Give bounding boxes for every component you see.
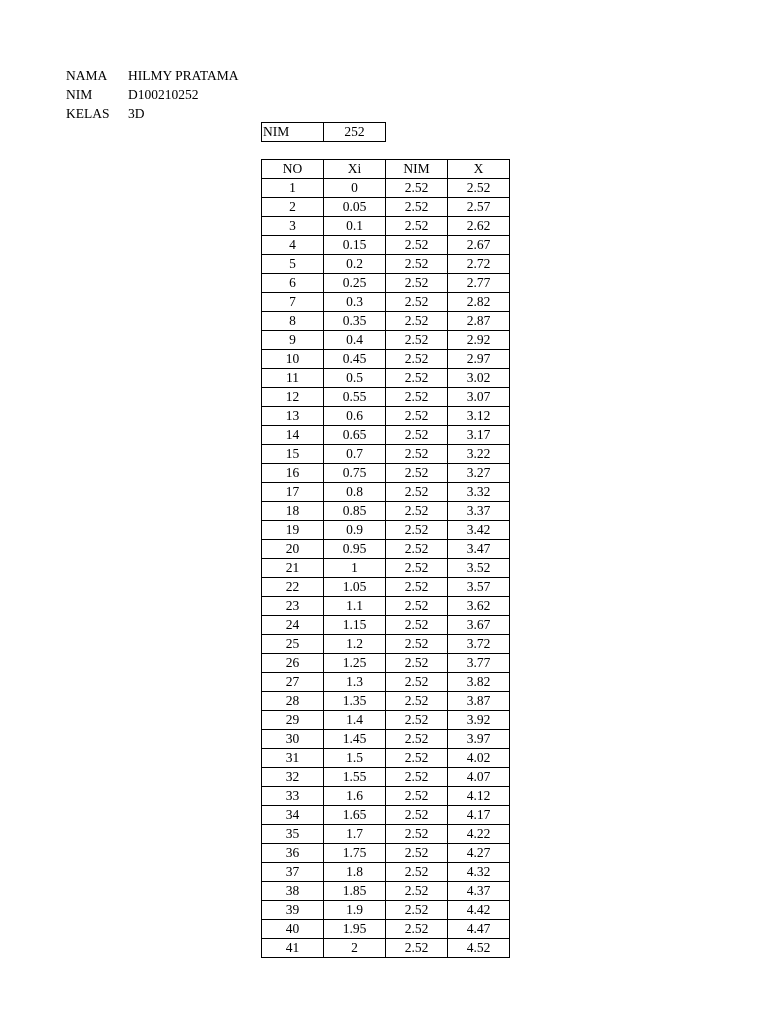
cell-nim: 2.52 xyxy=(386,217,448,236)
cell-nim: 2.52 xyxy=(386,749,448,768)
cell-no: 28 xyxy=(262,692,324,711)
cell-xi: 1.25 xyxy=(324,654,386,673)
cell-x: 3.07 xyxy=(448,388,510,407)
cell-no: 15 xyxy=(262,445,324,464)
cell-x: 2.72 xyxy=(448,255,510,274)
table-row xyxy=(262,559,510,578)
table-row xyxy=(262,255,510,274)
table-row xyxy=(262,635,510,654)
cell-nim: 2.52 xyxy=(386,274,448,293)
cell-nim: 2.52 xyxy=(386,331,448,350)
table-row xyxy=(262,426,510,445)
cell-nim: 2.52 xyxy=(386,407,448,426)
cell-x: 3.97 xyxy=(448,730,510,749)
cell-x: 3.47 xyxy=(448,540,510,559)
cell-no: 18 xyxy=(262,502,324,521)
cell-no: 37 xyxy=(262,863,324,882)
table-row xyxy=(262,597,510,616)
cell-no: 33 xyxy=(262,787,324,806)
cell-xi: 0.65 xyxy=(324,426,386,445)
nim-label: NIM xyxy=(66,87,93,102)
cell-no: 40 xyxy=(262,920,324,939)
table-row xyxy=(262,787,510,806)
table-row xyxy=(262,692,510,711)
table-row xyxy=(262,844,510,863)
cell-x: 4.32 xyxy=(448,863,510,882)
cell-no: 29 xyxy=(262,711,324,730)
cell-xi: 1.45 xyxy=(324,730,386,749)
cell-no: 4 xyxy=(262,236,324,255)
cell-no: 20 xyxy=(262,540,324,559)
table-row xyxy=(262,901,510,920)
cell-no: 19 xyxy=(262,521,324,540)
cell-x: 3.02 xyxy=(448,369,510,388)
cell-nim: 2.52 xyxy=(386,293,448,312)
cell-xi: 0.5 xyxy=(324,369,386,388)
cell-xi: 2 xyxy=(324,939,386,958)
cell-x: 4.37 xyxy=(448,882,510,901)
table-row xyxy=(262,179,510,198)
cell-xi: 1.05 xyxy=(324,578,386,597)
nim-box-value: 252 xyxy=(324,123,386,142)
cell-x: 3.87 xyxy=(448,692,510,711)
cell-xi: 0.15 xyxy=(324,236,386,255)
cell-xi: 0.75 xyxy=(324,464,386,483)
table-header-row xyxy=(262,160,510,179)
cell-x: 4.02 xyxy=(448,749,510,768)
cell-xi: 1.55 xyxy=(324,768,386,787)
table-row xyxy=(262,825,510,844)
table-row xyxy=(262,749,510,768)
nim-box xyxy=(261,122,386,142)
cell-x: 3.57 xyxy=(448,578,510,597)
cell-nim: 2.52 xyxy=(386,673,448,692)
cell-x: 3.37 xyxy=(448,502,510,521)
cell-nim: 2.52 xyxy=(386,711,448,730)
table-row xyxy=(262,521,510,540)
table-row xyxy=(262,502,510,521)
cell-x: 2.62 xyxy=(448,217,510,236)
cell-xi: 0.45 xyxy=(324,350,386,369)
data-table xyxy=(261,159,510,958)
table-row xyxy=(262,768,510,787)
cell-no: 32 xyxy=(262,768,324,787)
cell-nim: 2.52 xyxy=(386,882,448,901)
header-nim: NIM xyxy=(386,160,448,179)
cell-x: 4.17 xyxy=(448,806,510,825)
nim-box-label: NIM xyxy=(262,123,324,142)
cell-nim: 2.52 xyxy=(386,844,448,863)
cell-no: 34 xyxy=(262,806,324,825)
table-row xyxy=(262,464,510,483)
cell-x: 4.42 xyxy=(448,901,510,920)
cell-xi: 0 xyxy=(324,179,386,198)
table-row xyxy=(262,274,510,293)
cell-no: 5 xyxy=(262,255,324,274)
table-row xyxy=(262,654,510,673)
cell-x: 3.12 xyxy=(448,407,510,426)
cell-xi: 0.2 xyxy=(324,255,386,274)
cell-x: 3.92 xyxy=(448,711,510,730)
cell-nim: 2.52 xyxy=(386,578,448,597)
cell-no: 17 xyxy=(262,483,324,502)
table-body xyxy=(262,179,510,958)
table-row xyxy=(262,616,510,635)
cell-xi: 1.2 xyxy=(324,635,386,654)
nama-label: NAMA xyxy=(66,68,108,83)
cell-xi: 1.1 xyxy=(324,597,386,616)
cell-no: 6 xyxy=(262,274,324,293)
cell-no: 16 xyxy=(262,464,324,483)
cell-nim: 2.52 xyxy=(386,521,448,540)
cell-xi: 0.85 xyxy=(324,502,386,521)
table-row xyxy=(262,863,510,882)
cell-nim: 2.52 xyxy=(386,635,448,654)
cell-nim: 2.52 xyxy=(386,312,448,331)
cell-nim: 2.52 xyxy=(386,255,448,274)
cell-x: 4.52 xyxy=(448,939,510,958)
table-row xyxy=(262,369,510,388)
table-row xyxy=(262,540,510,559)
cell-no: 30 xyxy=(262,730,324,749)
cell-xi: 0.8 xyxy=(324,483,386,502)
cell-x: 3.82 xyxy=(448,673,510,692)
cell-nim: 2.52 xyxy=(386,236,448,255)
cell-nim: 2.52 xyxy=(386,825,448,844)
cell-x: 3.27 xyxy=(448,464,510,483)
cell-x: 2.87 xyxy=(448,312,510,331)
cell-nim: 2.52 xyxy=(386,939,448,958)
cell-nim: 2.52 xyxy=(386,616,448,635)
nim-box-row xyxy=(262,123,386,142)
table-row xyxy=(262,293,510,312)
cell-no: 10 xyxy=(262,350,324,369)
cell-xi: 0.1 xyxy=(324,217,386,236)
cell-xi: 1.5 xyxy=(324,749,386,768)
table-row xyxy=(262,350,510,369)
cell-nim: 2.52 xyxy=(386,768,448,787)
table-row xyxy=(262,578,510,597)
cell-xi: 0.3 xyxy=(324,293,386,312)
cell-no: 2 xyxy=(262,198,324,217)
cell-xi: 1.65 xyxy=(324,806,386,825)
cell-nim: 2.52 xyxy=(386,787,448,806)
cell-xi: 0.9 xyxy=(324,521,386,540)
cell-nim: 2.52 xyxy=(386,597,448,616)
cell-xi: 0.25 xyxy=(324,274,386,293)
table-row xyxy=(262,939,510,958)
cell-xi: 0.6 xyxy=(324,407,386,426)
cell-xi: 0.95 xyxy=(324,540,386,559)
cell-xi: 1.75 xyxy=(324,844,386,863)
table-row xyxy=(262,673,510,692)
cell-no: 23 xyxy=(262,597,324,616)
cell-xi: 1.7 xyxy=(324,825,386,844)
cell-x: 3.22 xyxy=(448,445,510,464)
cell-nim: 2.52 xyxy=(386,445,448,464)
cell-nim: 2.52 xyxy=(386,198,448,217)
cell-no: 24 xyxy=(262,616,324,635)
cell-x: 3.17 xyxy=(448,426,510,445)
cell-no: 13 xyxy=(262,407,324,426)
info-row-kelas xyxy=(66,104,239,123)
cell-xi: 1.9 xyxy=(324,901,386,920)
cell-no: 8 xyxy=(262,312,324,331)
cell-no: 1 xyxy=(262,179,324,198)
cell-x: 3.32 xyxy=(448,483,510,502)
cell-nim: 2.52 xyxy=(386,464,448,483)
cell-nim: 2.52 xyxy=(386,901,448,920)
table-row xyxy=(262,730,510,749)
cell-xi: 1.85 xyxy=(324,882,386,901)
cell-x: 2.97 xyxy=(448,350,510,369)
cell-x: 3.62 xyxy=(448,597,510,616)
table-row xyxy=(262,882,510,901)
cell-nim: 2.52 xyxy=(386,920,448,939)
cell-xi: 0.35 xyxy=(324,312,386,331)
cell-x: 4.47 xyxy=(448,920,510,939)
cell-nim: 2.52 xyxy=(386,369,448,388)
cell-no: 11 xyxy=(262,369,324,388)
table-row xyxy=(262,920,510,939)
cell-xi: 1.15 xyxy=(324,616,386,635)
cell-xi: 0.55 xyxy=(324,388,386,407)
cell-no: 3 xyxy=(262,217,324,236)
cell-nim: 2.52 xyxy=(386,540,448,559)
cell-nim: 2.52 xyxy=(386,654,448,673)
nim-value: D100210252 xyxy=(128,87,199,102)
cell-no: 38 xyxy=(262,882,324,901)
table-row xyxy=(262,445,510,464)
cell-x: 2.57 xyxy=(448,198,510,217)
cell-x: 4.27 xyxy=(448,844,510,863)
cell-no: 21 xyxy=(262,559,324,578)
kelas-label: KELAS xyxy=(66,106,110,121)
cell-nim: 2.52 xyxy=(386,730,448,749)
header-xi: Xi xyxy=(324,160,386,179)
cell-no: 36 xyxy=(262,844,324,863)
cell-x: 2.82 xyxy=(448,293,510,312)
cell-xi: 1 xyxy=(324,559,386,578)
cell-no: 7 xyxy=(262,293,324,312)
kelas-value: 3D xyxy=(128,106,145,121)
cell-no: 39 xyxy=(262,901,324,920)
cell-x: 2.92 xyxy=(448,331,510,350)
table-row xyxy=(262,711,510,730)
cell-no: 41 xyxy=(262,939,324,958)
cell-x: 3.52 xyxy=(448,559,510,578)
header-x: X xyxy=(448,160,510,179)
cell-x: 2.67 xyxy=(448,236,510,255)
table-row xyxy=(262,388,510,407)
info-row-nim xyxy=(66,85,239,104)
cell-xi: 0.05 xyxy=(324,198,386,217)
cell-xi: 1.8 xyxy=(324,863,386,882)
cell-nim: 2.52 xyxy=(386,388,448,407)
cell-x: 3.77 xyxy=(448,654,510,673)
cell-xi: 1.4 xyxy=(324,711,386,730)
cell-nim: 2.52 xyxy=(386,426,448,445)
cell-no: 12 xyxy=(262,388,324,407)
cell-nim: 2.52 xyxy=(386,179,448,198)
cell-xi: 1.6 xyxy=(324,787,386,806)
cell-no: 27 xyxy=(262,673,324,692)
cell-no: 31 xyxy=(262,749,324,768)
cell-xi: 1.3 xyxy=(324,673,386,692)
cell-no: 35 xyxy=(262,825,324,844)
cell-nim: 2.52 xyxy=(386,806,448,825)
cell-x: 4.12 xyxy=(448,787,510,806)
cell-no: 9 xyxy=(262,331,324,350)
student-info xyxy=(66,66,239,123)
header-no: NO xyxy=(262,160,324,179)
cell-nim: 2.52 xyxy=(386,863,448,882)
cell-nim: 2.52 xyxy=(386,502,448,521)
table-row xyxy=(262,483,510,502)
table-row xyxy=(262,236,510,255)
cell-nim: 2.52 xyxy=(386,559,448,578)
cell-xi: 0.7 xyxy=(324,445,386,464)
nama-value: HILMY PRATAMA xyxy=(128,68,239,83)
info-row-nama xyxy=(66,66,239,85)
cell-no: 26 xyxy=(262,654,324,673)
cell-x: 2.77 xyxy=(448,274,510,293)
table-row xyxy=(262,312,510,331)
table-row xyxy=(262,198,510,217)
cell-xi: 1.95 xyxy=(324,920,386,939)
cell-nim: 2.52 xyxy=(386,350,448,369)
table-row xyxy=(262,217,510,236)
cell-xi: 1.35 xyxy=(324,692,386,711)
cell-x: 3.67 xyxy=(448,616,510,635)
cell-x: 4.07 xyxy=(448,768,510,787)
cell-no: 22 xyxy=(262,578,324,597)
cell-x: 3.72 xyxy=(448,635,510,654)
table-row xyxy=(262,407,510,426)
cell-nim: 2.52 xyxy=(386,483,448,502)
cell-x: 2.52 xyxy=(448,179,510,198)
table-row xyxy=(262,331,510,350)
cell-xi: 0.4 xyxy=(324,331,386,350)
cell-no: 14 xyxy=(262,426,324,445)
cell-no: 25 xyxy=(262,635,324,654)
cell-x: 3.42 xyxy=(448,521,510,540)
cell-x: 4.22 xyxy=(448,825,510,844)
table-row xyxy=(262,806,510,825)
cell-nim: 2.52 xyxy=(386,692,448,711)
